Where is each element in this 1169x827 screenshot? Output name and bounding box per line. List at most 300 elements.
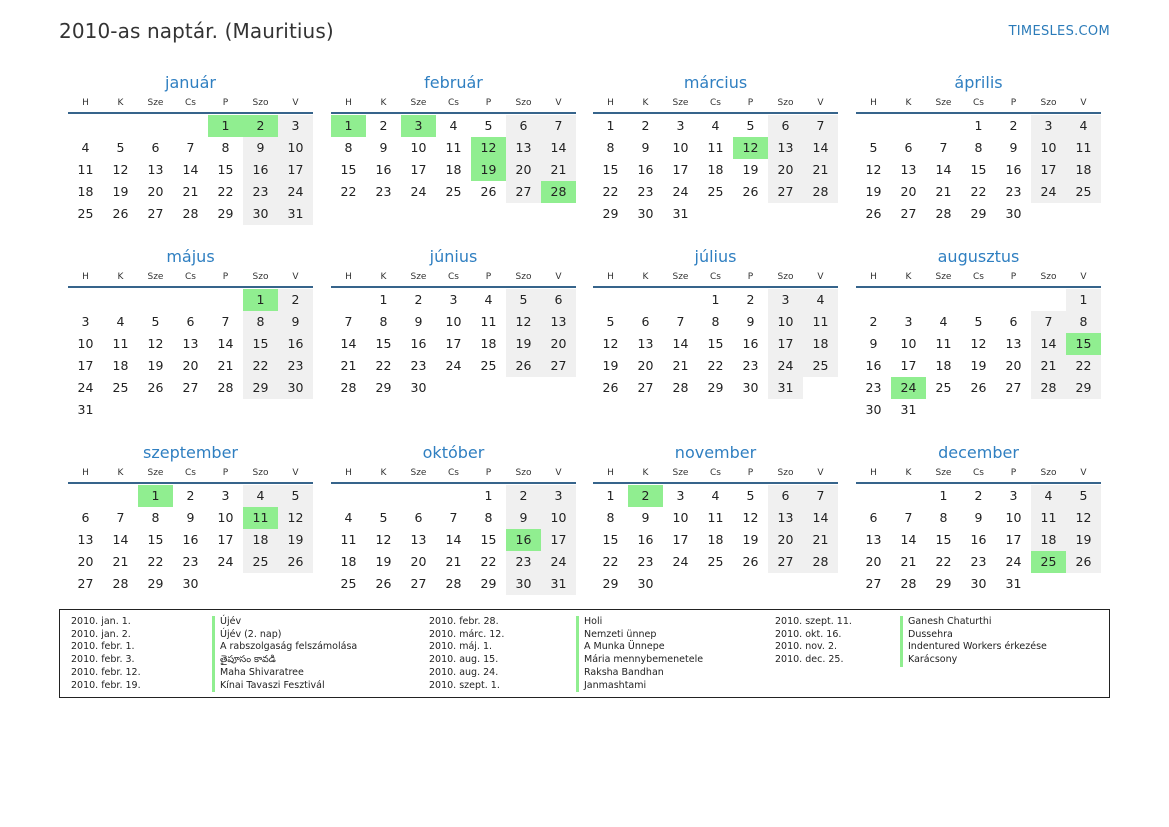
holiday-day: 19 — [471, 159, 506, 181]
day-cell: 2 — [641, 118, 650, 133]
empty-cell — [996, 289, 1031, 311]
day-cell: 20 — [1005, 358, 1022, 373]
weekday-header — [593, 270, 838, 288]
day-cell: 25 — [803, 355, 838, 377]
day-cell: 23 — [637, 184, 654, 199]
weekday-header — [856, 466, 1101, 484]
day-cell: 29 — [935, 576, 952, 591]
day-cell: 21 — [803, 159, 838, 181]
day-cell: 20 — [541, 333, 576, 355]
month-11 — [593, 442, 838, 595]
day-cell: 16 — [865, 358, 882, 373]
day-cell: 16 — [637, 532, 654, 547]
day-grid — [593, 288, 838, 399]
day-cell: 27 — [77, 576, 94, 591]
day-cell: 5 — [506, 289, 541, 311]
empty-cell — [173, 289, 208, 311]
day-cell: 31 — [900, 402, 917, 417]
day-cell: 15 — [243, 333, 278, 355]
weekday-label: Cs — [448, 468, 459, 478]
weekday-label: Szo — [515, 468, 532, 478]
day-cell: 16 — [1005, 162, 1022, 177]
day-cell: 7 — [803, 115, 838, 137]
day-cell: 13 — [77, 532, 94, 547]
day-cell: 11 — [803, 311, 838, 333]
day-cell: 9 — [414, 314, 423, 329]
day-cell: 14 — [445, 532, 462, 547]
day-cell: 1 — [606, 118, 615, 133]
weekday-label: K — [380, 272, 387, 282]
day-cell: 14 — [112, 532, 129, 547]
day-cell: 11 — [340, 532, 357, 547]
holiday-day: 15 — [1066, 333, 1101, 355]
weekday-label: H — [870, 468, 877, 478]
day-cell: 15 — [147, 532, 164, 547]
weekday-label: V — [817, 272, 824, 282]
day-cell: 17 — [217, 532, 234, 547]
month-name: június — [429, 247, 478, 266]
empty-cell — [856, 289, 891, 311]
day-cell: 6 — [506, 115, 541, 137]
day-cell: 6 — [151, 140, 160, 155]
day-cell: 13 — [506, 137, 541, 159]
weekday-label: Sze — [935, 98, 952, 108]
day-cell: 3 — [1031, 115, 1066, 137]
month-7 — [593, 246, 838, 399]
weekday-label: H — [345, 272, 352, 282]
holiday-date: 2010. máj. 1. — [429, 641, 493, 653]
day-cell: 25 — [480, 358, 497, 373]
weekday-label: Szo — [777, 272, 794, 282]
weekday-header — [68, 466, 313, 484]
weekday-label: P — [747, 468, 754, 478]
day-cell: 16 — [637, 162, 654, 177]
day-cell: 7 — [676, 314, 685, 329]
day-cell: 30 — [970, 576, 987, 591]
day-cell: 1 — [711, 292, 720, 307]
day-cell: 7 — [221, 314, 230, 329]
weekday-label: V — [1080, 468, 1087, 478]
weekday-label: Sze — [410, 98, 427, 108]
day-cell: 2 — [746, 292, 755, 307]
day-cell: 11 — [480, 314, 497, 329]
holiday-day: 28 — [541, 181, 576, 203]
day-cell: 9 — [641, 510, 650, 525]
day-cell: 23 — [865, 380, 882, 395]
weekday-label: Szo — [515, 272, 532, 282]
holiday-day: 1 — [331, 115, 366, 137]
empty-cell — [891, 485, 926, 507]
holiday-date: 2010. dec. 25. — [775, 654, 844, 666]
day-cell: 23 — [637, 554, 654, 569]
weekday-label: V — [1080, 272, 1087, 282]
day-cell: 14 — [217, 336, 234, 351]
day-cell: 4 — [1031, 485, 1066, 507]
day-cell: 8 — [344, 140, 353, 155]
day-cell: 29 — [707, 380, 724, 395]
day-cell: 21 — [340, 358, 357, 373]
day-cell: 1 — [484, 488, 493, 503]
weekday-header — [331, 96, 576, 114]
day-cell: 21 — [1031, 355, 1066, 377]
weekday-label: H — [82, 468, 89, 478]
day-cell: 8 — [711, 314, 720, 329]
day-cell: 3 — [676, 118, 685, 133]
empty-cell — [628, 289, 663, 311]
day-grid — [331, 114, 576, 203]
day-cell: 20 — [77, 554, 94, 569]
day-cell: 11 — [77, 162, 94, 177]
day-cell: 18 — [707, 162, 724, 177]
day-cell: 16 — [243, 159, 278, 181]
day-cell: 10 — [768, 311, 803, 333]
day-cell: 1 — [939, 488, 948, 503]
holiday-day: 2 — [243, 115, 278, 137]
day-grid — [856, 288, 1101, 421]
day-cell: 10 — [1005, 510, 1022, 525]
day-cell: 7 — [939, 140, 948, 155]
day-cell: 10 — [278, 137, 313, 159]
day-cell: 17 — [1005, 532, 1022, 547]
day-cell: 18 — [340, 554, 357, 569]
holiday-day: 12 — [471, 137, 506, 159]
weekday-label: V — [817, 468, 824, 478]
day-cell: 3 — [768, 289, 803, 311]
day-cell: 26 — [480, 184, 497, 199]
day-cell: 18 — [77, 184, 94, 199]
day-cell: 30 — [637, 206, 654, 221]
day-cell: 8 — [151, 510, 160, 525]
day-cell: 5 — [746, 118, 755, 133]
day-cell: 29 — [243, 377, 278, 399]
weekday-label: K — [117, 98, 124, 108]
day-cell: 7 — [803, 485, 838, 507]
holiday-day: 16 — [506, 529, 541, 551]
weekday-label: V — [292, 272, 299, 282]
day-cell: 27 — [637, 380, 654, 395]
empty-cell — [331, 485, 366, 507]
weekday-label: Cs — [185, 468, 196, 478]
day-cell: 25 — [445, 184, 462, 199]
day-cell: 3 — [221, 488, 230, 503]
weekday-label: H — [607, 98, 614, 108]
day-cell: 11 — [1031, 507, 1066, 529]
month-8 — [856, 246, 1101, 421]
day-cell: 29 — [375, 380, 392, 395]
day-cell: 21 — [217, 358, 234, 373]
day-cell: 11 — [707, 510, 724, 525]
day-grid — [68, 288, 313, 421]
day-cell: 17 — [1031, 159, 1066, 181]
day-cell: 20 — [506, 159, 541, 181]
month-name: március — [683, 73, 748, 92]
day-cell: 21 — [445, 554, 462, 569]
day-cell: 6 — [768, 485, 803, 507]
day-cell: 17 — [541, 529, 576, 551]
day-cell: 10 — [672, 140, 689, 155]
weekday-label: H — [607, 468, 614, 478]
weekday-label: Sze — [147, 468, 164, 478]
day-cell: 3 — [676, 488, 685, 503]
month-1 — [68, 72, 313, 225]
day-cell: 18 — [445, 162, 462, 177]
day-cell: 26 — [865, 206, 882, 221]
day-cell: 30 — [182, 576, 199, 591]
day-cell: 19 — [742, 532, 759, 547]
day-cell: 6 — [904, 140, 913, 155]
day-cell: 20 — [182, 358, 199, 373]
empty-cell — [68, 289, 103, 311]
day-cell: 22 — [340, 184, 357, 199]
day-cell: 20 — [900, 184, 917, 199]
day-cell: 2 — [379, 118, 388, 133]
day-cell: 1 — [974, 118, 983, 133]
empty-cell — [856, 485, 891, 507]
day-cell: 28 — [1031, 377, 1066, 399]
weekday-header — [331, 270, 576, 288]
day-cell: 20 — [865, 554, 882, 569]
day-cell: 10 — [410, 140, 427, 155]
weekday-label: Sze — [672, 272, 689, 282]
day-cell: 23 — [182, 554, 199, 569]
month-10 — [331, 442, 576, 595]
empty-cell — [436, 485, 471, 507]
day-cell: 18 — [1031, 529, 1066, 551]
weekday-label: Cs — [973, 98, 984, 108]
day-cell: 27 — [410, 576, 427, 591]
day-cell: 19 — [375, 554, 392, 569]
holiday-day: 12 — [733, 137, 768, 159]
day-cell: 9 — [974, 510, 983, 525]
day-cell: 17 — [672, 162, 689, 177]
holiday-date: 2010. szept. 1. — [429, 679, 500, 691]
day-cell: 22 — [602, 554, 619, 569]
day-cell: 15 — [602, 532, 619, 547]
site-link[interactable]: TIMESLES.COM — [1008, 24, 1110, 39]
day-cell: 10 — [900, 336, 917, 351]
empty-cell — [68, 485, 103, 507]
day-cell: 1 — [379, 292, 388, 307]
day-cell: 7 — [186, 140, 195, 155]
day-cell: 22 — [707, 358, 724, 373]
day-cell: 21 — [803, 529, 838, 551]
day-cell: 24 — [445, 358, 462, 373]
weekday-label: K — [117, 468, 124, 478]
day-cell: 20 — [768, 529, 803, 551]
day-cell: 22 — [602, 184, 619, 199]
day-cell: 29 — [602, 206, 619, 221]
holiday-date: 2010. okt. 16. — [775, 628, 842, 640]
day-cell: 17 — [410, 162, 427, 177]
empty-cell — [103, 289, 138, 311]
day-grid — [68, 484, 313, 595]
day-cell: 23 — [1005, 184, 1022, 199]
day-cell: 14 — [803, 137, 838, 159]
day-cell: 17 — [278, 159, 313, 181]
month-2 — [331, 72, 576, 203]
day-cell: 14 — [672, 336, 689, 351]
day-cell: 28 — [672, 380, 689, 395]
day-cell: 28 — [217, 380, 234, 395]
day-cell: 26 — [147, 380, 164, 395]
day-cell: 15 — [217, 162, 234, 177]
day-cell: 30 — [637, 576, 654, 591]
day-cell: 4 — [243, 485, 278, 507]
day-cell: 16 — [375, 162, 392, 177]
weekday-label: Cs — [710, 272, 721, 282]
day-cell: 13 — [541, 311, 576, 333]
empty-cell — [961, 289, 996, 311]
day-cell: 9 — [1009, 140, 1018, 155]
day-cell: 4 — [116, 314, 125, 329]
day-cell: 4 — [803, 289, 838, 311]
weekday-label: K — [117, 272, 124, 282]
page-title: 2010-as naptár. (Mauritius) — [59, 19, 334, 43]
day-cell: 4 — [449, 118, 458, 133]
weekday-label: Szo — [252, 272, 269, 282]
day-cell: 23 — [278, 355, 313, 377]
weekday-label: V — [292, 98, 299, 108]
holiday-names-column — [576, 616, 703, 692]
holiday-name: Mária mennybemenetele — [576, 654, 703, 667]
holiday-name: Janmashtami — [576, 680, 703, 693]
day-cell: 26 — [278, 551, 313, 573]
day-cell: 31 — [1005, 576, 1022, 591]
weekday-label: V — [555, 98, 562, 108]
day-cell: 27 — [541, 355, 576, 377]
day-cell: 26 — [1066, 551, 1101, 573]
day-cell: 24 — [541, 551, 576, 573]
day-cell: 9 — [186, 510, 195, 525]
day-cell: 24 — [1031, 181, 1066, 203]
month-name: július — [694, 247, 737, 266]
holiday-day: 1 — [243, 289, 278, 311]
holiday-name: A Munka Ünnepe — [576, 641, 703, 654]
day-cell: 5 — [974, 314, 983, 329]
day-cell: 27 — [900, 206, 917, 221]
day-cell: 24 — [278, 181, 313, 203]
day-grid — [68, 114, 313, 225]
weekday-label: Cs — [448, 272, 459, 282]
day-cell: 15 — [375, 336, 392, 351]
day-cell: 18 — [1066, 159, 1101, 181]
day-cell: 21 — [900, 554, 917, 569]
day-cell: 5 — [379, 510, 388, 525]
empty-cell — [856, 115, 891, 137]
weekday-label: Cs — [973, 272, 984, 282]
day-cell: 2 — [974, 488, 983, 503]
weekday-label: H — [870, 272, 877, 282]
month-name: december — [938, 443, 1019, 462]
holiday-dates-column — [775, 616, 852, 667]
day-cell: 13 — [147, 162, 164, 177]
weekday-label: H — [345, 98, 352, 108]
day-cell: 13 — [768, 137, 803, 159]
day-cell: 21 — [541, 159, 576, 181]
day-cell: 4 — [939, 314, 948, 329]
day-cell: 13 — [865, 532, 882, 547]
day-cell: 15 — [602, 162, 619, 177]
weekday-label: H — [82, 98, 89, 108]
day-cell: 8 — [974, 140, 983, 155]
holiday-date: 2010. aug. 15. — [429, 654, 499, 666]
weekday-header — [331, 466, 576, 484]
day-cell: 14 — [900, 532, 917, 547]
day-cell: 18 — [707, 532, 724, 547]
day-cell: 24 — [77, 380, 94, 395]
holiday-date: 2010. jan. 2. — [71, 628, 131, 640]
day-cell: 14 — [935, 162, 952, 177]
weekday-label: P — [485, 272, 492, 282]
day-cell: 12 — [506, 311, 541, 333]
weekday-label: Sze — [410, 272, 427, 282]
day-cell: 4 — [711, 488, 720, 503]
day-cell: 2 — [186, 488, 195, 503]
day-cell: 17 — [768, 333, 803, 355]
weekday-label: V — [1080, 98, 1087, 108]
weekday-label: K — [905, 468, 912, 478]
day-cell: 5 — [151, 314, 160, 329]
day-cell: 25 — [112, 380, 129, 395]
day-cell: 17 — [77, 358, 94, 373]
day-grid — [331, 484, 576, 595]
day-cell: 7 — [1031, 311, 1066, 333]
day-cell: 7 — [116, 510, 125, 525]
month-name: szeptember — [142, 443, 238, 462]
month-12 — [856, 442, 1101, 595]
day-cell: 8 — [221, 140, 230, 155]
day-cell: 11 — [1066, 137, 1101, 159]
day-cell: 9 — [278, 311, 313, 333]
day-grid — [856, 114, 1101, 225]
day-cell: 3 — [904, 314, 913, 329]
day-cell: 15 — [480, 532, 497, 547]
weekday-label: H — [870, 98, 877, 108]
weekday-label: Sze — [672, 468, 689, 478]
day-cell: 23 — [375, 184, 392, 199]
holiday-list — [59, 609, 1110, 698]
day-cell: 10 — [217, 510, 234, 525]
day-cell: 24 — [410, 184, 427, 199]
holiday-day: 3 — [401, 115, 436, 137]
day-cell: 27 — [182, 380, 199, 395]
weekday-label: P — [1010, 98, 1017, 108]
day-cell: 12 — [112, 162, 129, 177]
day-cell: 31 — [278, 203, 313, 225]
holiday-day: 24 — [891, 377, 926, 399]
day-cell: 23 — [243, 181, 278, 203]
day-cell: 26 — [375, 576, 392, 591]
day-cell: 11 — [935, 336, 952, 351]
day-cell: 11 — [707, 140, 724, 155]
day-cell: 18 — [480, 336, 497, 351]
day-cell: 27 — [768, 181, 803, 203]
empty-cell — [891, 115, 926, 137]
day-cell: 21 — [182, 184, 199, 199]
weekday-label: Szo — [1040, 98, 1057, 108]
day-cell: 3 — [1009, 488, 1018, 503]
day-cell: 2 — [506, 485, 541, 507]
day-cell: 25 — [77, 206, 94, 221]
day-cell: 15 — [340, 162, 357, 177]
day-cell: 12 — [278, 507, 313, 529]
day-cell: 6 — [541, 289, 576, 311]
day-cell: 8 — [379, 314, 388, 329]
holiday-name: Nemzeti ünnep — [576, 629, 703, 642]
weekday-label: Cs — [448, 98, 459, 108]
day-cell: 6 — [186, 314, 195, 329]
day-cell: 19 — [147, 358, 164, 373]
